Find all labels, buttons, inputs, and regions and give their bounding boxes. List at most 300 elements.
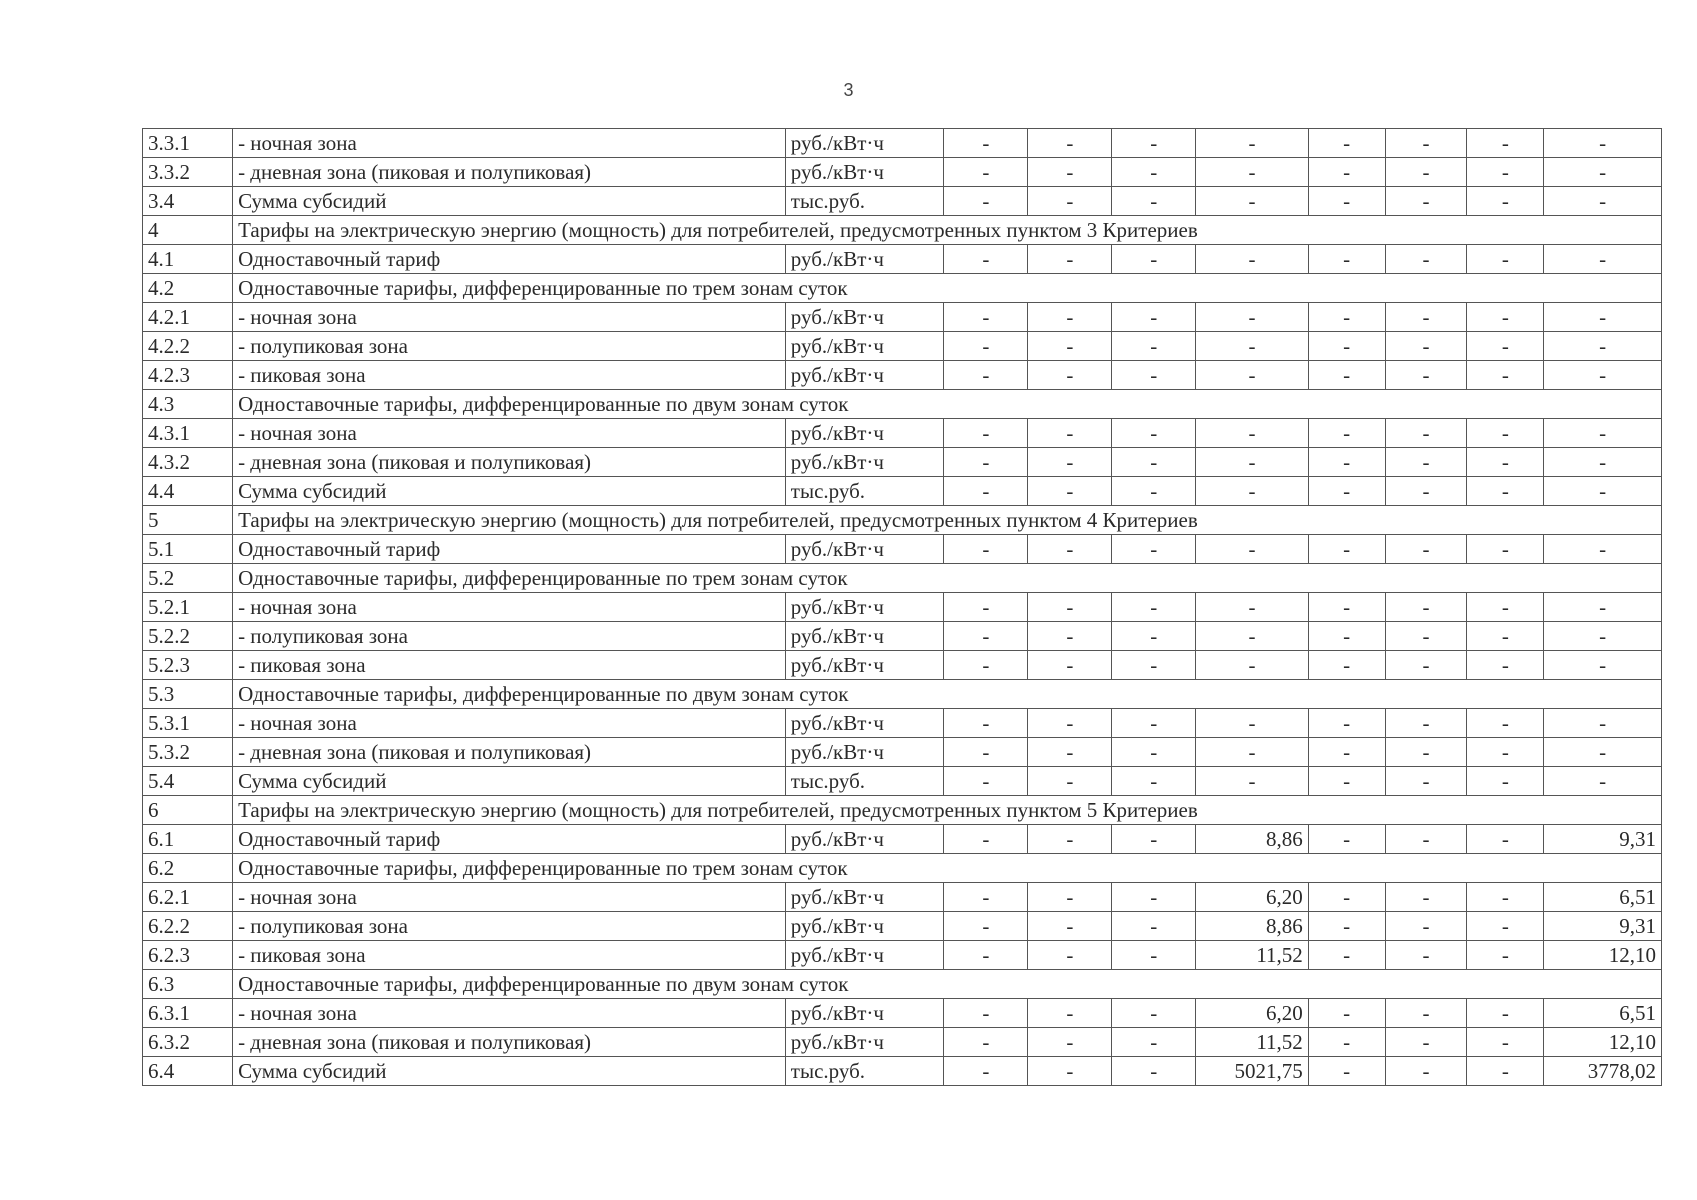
section-title: Одноставочные тарифы, дифференцированные по трем зонам суток bbox=[233, 274, 1662, 303]
value-cell: - bbox=[1028, 883, 1112, 912]
row-name: - пиковая зона bbox=[233, 651, 786, 680]
table-row bbox=[143, 419, 1662, 448]
value-cell: - bbox=[1112, 941, 1196, 970]
value-cell: - bbox=[1112, 158, 1196, 187]
value-cell: - bbox=[1385, 361, 1467, 390]
value-cell: - bbox=[1385, 651, 1467, 680]
value-cell: - bbox=[1467, 651, 1544, 680]
value-cell: - bbox=[1544, 158, 1662, 187]
table-row bbox=[143, 158, 1662, 187]
value-cell: - bbox=[1467, 738, 1544, 767]
row-unit: руб./кВт·ч bbox=[785, 912, 944, 941]
value-cell: - bbox=[1308, 1057, 1385, 1086]
row-name: Одноставочный тариф bbox=[233, 245, 786, 274]
value-cell: - bbox=[944, 245, 1028, 274]
section-row bbox=[143, 680, 1662, 709]
value-cell: - bbox=[1112, 332, 1196, 361]
value-cell: - bbox=[1385, 825, 1467, 854]
table-row bbox=[143, 999, 1662, 1028]
row-name: - пиковая зона bbox=[233, 941, 786, 970]
row-number: 3.4 bbox=[143, 187, 233, 216]
section-row bbox=[143, 564, 1662, 593]
value-cell: - bbox=[1028, 361, 1112, 390]
value-cell: - bbox=[1385, 941, 1467, 970]
value-cell: - bbox=[1028, 941, 1112, 970]
row-unit: руб./кВт·ч bbox=[785, 651, 944, 680]
table-row bbox=[143, 303, 1662, 332]
row-number: 5 bbox=[143, 506, 233, 535]
table-row bbox=[143, 651, 1662, 680]
value-cell: - bbox=[1308, 332, 1385, 361]
value-cell: - bbox=[944, 361, 1028, 390]
value-cell: - bbox=[1544, 738, 1662, 767]
value-cell: - bbox=[1112, 535, 1196, 564]
table-row bbox=[143, 332, 1662, 361]
row-name: - пиковая зона bbox=[233, 361, 786, 390]
row-unit: руб./кВт·ч bbox=[785, 1028, 944, 1057]
value-cell: - bbox=[1467, 709, 1544, 738]
value-cell: - bbox=[1028, 535, 1112, 564]
table-row bbox=[143, 448, 1662, 477]
value-cell: - bbox=[1385, 245, 1467, 274]
value-cell: - bbox=[1385, 419, 1467, 448]
value-cell: - bbox=[1308, 419, 1385, 448]
row-unit: руб./кВт·ч bbox=[785, 303, 944, 332]
value-cell: - bbox=[1385, 883, 1467, 912]
value-cell: - bbox=[1308, 593, 1385, 622]
value-cell: - bbox=[1308, 187, 1385, 216]
value-cell: - bbox=[1467, 767, 1544, 796]
value-cell: - bbox=[1028, 303, 1112, 332]
value-cell: - bbox=[944, 593, 1028, 622]
value-cell: - bbox=[1028, 1028, 1112, 1057]
value-cell: - bbox=[944, 129, 1028, 158]
value-cell: - bbox=[1467, 1057, 1544, 1086]
value-cell: - bbox=[1112, 1028, 1196, 1057]
row-unit: руб./кВт·ч bbox=[785, 999, 944, 1028]
value-cell: - bbox=[1385, 999, 1467, 1028]
row-number: 5.3.2 bbox=[143, 738, 233, 767]
row-unit: тыс.руб. bbox=[785, 477, 944, 506]
value-cell: - bbox=[944, 158, 1028, 187]
value-cell: - bbox=[944, 419, 1028, 448]
row-unit: руб./кВт·ч bbox=[785, 941, 944, 970]
value-cell: - bbox=[1467, 825, 1544, 854]
row-number: 4 bbox=[143, 216, 233, 245]
value-cell: - bbox=[1467, 883, 1544, 912]
value-cell: - bbox=[1467, 999, 1544, 1028]
value-cell: - bbox=[1028, 651, 1112, 680]
value-cell: - bbox=[1308, 448, 1385, 477]
value-cell: - bbox=[944, 1028, 1028, 1057]
row-number: 6.2 bbox=[143, 854, 233, 883]
value-cell: - bbox=[1467, 912, 1544, 941]
row-name: - дневная зона (пиковая и полупиковая) bbox=[233, 738, 786, 767]
value-cell: 6,20 bbox=[1196, 883, 1309, 912]
value-cell: - bbox=[1308, 535, 1385, 564]
value-cell: - bbox=[1308, 158, 1385, 187]
row-number: 6.3.2 bbox=[143, 1028, 233, 1057]
value-cell: - bbox=[1544, 477, 1662, 506]
value-cell: - bbox=[1385, 593, 1467, 622]
value-cell: 11,52 bbox=[1196, 1028, 1309, 1057]
row-name: Сумма субсидий bbox=[233, 477, 786, 506]
value-cell: - bbox=[1467, 245, 1544, 274]
value-cell: - bbox=[1028, 1057, 1112, 1086]
tariff-table-body bbox=[143, 129, 1662, 1086]
row-number: 6.1 bbox=[143, 825, 233, 854]
value-cell: - bbox=[944, 651, 1028, 680]
row-name: - ночная зона bbox=[233, 709, 786, 738]
value-cell: - bbox=[1196, 361, 1309, 390]
value-cell: - bbox=[1308, 651, 1385, 680]
value-cell: - bbox=[1112, 883, 1196, 912]
value-cell: - bbox=[1028, 738, 1112, 767]
value-cell: - bbox=[1308, 361, 1385, 390]
value-cell: - bbox=[1385, 738, 1467, 767]
row-number: 4.3.1 bbox=[143, 419, 233, 448]
value-cell: - bbox=[944, 448, 1028, 477]
value-cell: - bbox=[1196, 448, 1309, 477]
value-cell: - bbox=[1385, 622, 1467, 651]
row-unit: руб./кВт·ч bbox=[785, 883, 944, 912]
table-row bbox=[143, 477, 1662, 506]
value-cell: - bbox=[1467, 1028, 1544, 1057]
row-name: - полупиковая зона bbox=[233, 332, 786, 361]
value-cell: 6,51 bbox=[1544, 999, 1662, 1028]
value-cell: - bbox=[1308, 825, 1385, 854]
table-row bbox=[143, 361, 1662, 390]
value-cell: - bbox=[1028, 245, 1112, 274]
table-row bbox=[143, 187, 1662, 216]
value-cell: - bbox=[1112, 419, 1196, 448]
row-number: 4.4 bbox=[143, 477, 233, 506]
value-cell: - bbox=[1308, 245, 1385, 274]
value-cell: - bbox=[1028, 477, 1112, 506]
value-cell: - bbox=[1467, 419, 1544, 448]
table-row bbox=[143, 738, 1662, 767]
row-name: - дневная зона (пиковая и полупиковая) bbox=[233, 1028, 786, 1057]
row-number: 5.2.2 bbox=[143, 622, 233, 651]
section-row bbox=[143, 854, 1662, 883]
value-cell: - bbox=[1112, 593, 1196, 622]
row-number: 5.3 bbox=[143, 680, 233, 709]
table-row bbox=[143, 593, 1662, 622]
value-cell: - bbox=[1544, 593, 1662, 622]
row-name: Сумма субсидий bbox=[233, 187, 786, 216]
section-row bbox=[143, 274, 1662, 303]
value-cell: 3778,02 bbox=[1544, 1057, 1662, 1086]
value-cell: - bbox=[1385, 477, 1467, 506]
value-cell: - bbox=[1385, 158, 1467, 187]
row-number: 6.3.1 bbox=[143, 999, 233, 1028]
row-unit: руб./кВт·ч bbox=[785, 593, 944, 622]
value-cell: - bbox=[1385, 709, 1467, 738]
row-name: Одноставочный тариф bbox=[233, 535, 786, 564]
value-cell: - bbox=[1196, 129, 1309, 158]
value-cell: - bbox=[1196, 419, 1309, 448]
table-row bbox=[143, 825, 1662, 854]
section-title: Тарифы на электрическую энергию (мощность) для потребителей, предусмотренных пунктом 4 Критериев bbox=[233, 506, 1662, 535]
value-cell: - bbox=[1467, 303, 1544, 332]
row-number: 6.2.2 bbox=[143, 912, 233, 941]
row-unit: руб./кВт·ч bbox=[785, 158, 944, 187]
table-row bbox=[143, 245, 1662, 274]
value-cell: - bbox=[1112, 361, 1196, 390]
value-cell: - bbox=[944, 738, 1028, 767]
value-cell: - bbox=[944, 999, 1028, 1028]
value-cell: - bbox=[1467, 158, 1544, 187]
value-cell: - bbox=[1196, 593, 1309, 622]
section-title: Одноставочные тарифы, дифференцированные по двум зонам суток bbox=[233, 680, 1662, 709]
row-number: 6.4 bbox=[143, 1057, 233, 1086]
row-name: Одноставочный тариф bbox=[233, 825, 786, 854]
value-cell: - bbox=[1308, 477, 1385, 506]
value-cell: - bbox=[1112, 303, 1196, 332]
row-unit: руб./кВт·ч bbox=[785, 448, 944, 477]
row-number: 5.1 bbox=[143, 535, 233, 564]
row-number: 4.2.2 bbox=[143, 332, 233, 361]
value-cell: - bbox=[1028, 912, 1112, 941]
value-cell: - bbox=[944, 709, 1028, 738]
value-cell: - bbox=[1308, 303, 1385, 332]
row-number: 5.2.3 bbox=[143, 651, 233, 680]
value-cell: - bbox=[1196, 535, 1309, 564]
value-cell: - bbox=[1385, 303, 1467, 332]
value-cell: - bbox=[1385, 1057, 1467, 1086]
value-cell: - bbox=[1308, 622, 1385, 651]
row-number: 3.3.1 bbox=[143, 129, 233, 158]
value-cell: - bbox=[1196, 477, 1309, 506]
value-cell: - bbox=[1385, 767, 1467, 796]
value-cell: 6,20 bbox=[1196, 999, 1309, 1028]
row-number: 5.4 bbox=[143, 767, 233, 796]
value-cell: 12,10 bbox=[1544, 941, 1662, 970]
section-row bbox=[143, 970, 1662, 999]
value-cell: - bbox=[1196, 303, 1309, 332]
row-number: 5.3.1 bbox=[143, 709, 233, 738]
value-cell: - bbox=[1308, 767, 1385, 796]
value-cell: - bbox=[1028, 593, 1112, 622]
value-cell: - bbox=[944, 883, 1028, 912]
row-unit: руб./кВт·ч bbox=[785, 709, 944, 738]
section-row bbox=[143, 390, 1662, 419]
value-cell: - bbox=[1112, 187, 1196, 216]
row-unit: руб./кВт·ч bbox=[785, 129, 944, 158]
row-name: - полупиковая зона bbox=[233, 622, 786, 651]
value-cell: 9,31 bbox=[1544, 912, 1662, 941]
row-name: Сумма субсидий bbox=[233, 1057, 786, 1086]
table-row bbox=[143, 767, 1662, 796]
value-cell: - bbox=[1028, 622, 1112, 651]
table-row bbox=[143, 709, 1662, 738]
value-cell: - bbox=[1112, 245, 1196, 274]
row-number: 6.2.3 bbox=[143, 941, 233, 970]
value-cell: - bbox=[944, 477, 1028, 506]
section-title: Одноставочные тарифы, дифференцированные по трем зонам суток bbox=[233, 564, 1662, 593]
value-cell: - bbox=[1196, 622, 1309, 651]
section-title: Одноставочные тарифы, дифференцированные по двум зонам суток bbox=[233, 390, 1662, 419]
value-cell: - bbox=[1196, 651, 1309, 680]
value-cell: - bbox=[1028, 709, 1112, 738]
value-cell: 11,52 bbox=[1196, 941, 1309, 970]
value-cell: - bbox=[1467, 129, 1544, 158]
value-cell: - bbox=[944, 332, 1028, 361]
value-cell: 12,10 bbox=[1544, 1028, 1662, 1057]
value-cell: - bbox=[1196, 332, 1309, 361]
value-cell: - bbox=[944, 767, 1028, 796]
value-cell: - bbox=[1385, 912, 1467, 941]
value-cell: 5021,75 bbox=[1196, 1057, 1309, 1086]
value-cell: - bbox=[1028, 332, 1112, 361]
section-title: Тарифы на электрическую энергию (мощность) для потребителей, предусмотренных пунктом 3 Критериев bbox=[233, 216, 1662, 245]
section-row bbox=[143, 216, 1662, 245]
value-cell: - bbox=[1544, 767, 1662, 796]
value-cell: - bbox=[1544, 709, 1662, 738]
row-name: - ночная зона bbox=[233, 419, 786, 448]
value-cell: - bbox=[1308, 912, 1385, 941]
row-name: - ночная зона bbox=[233, 593, 786, 622]
row-number: 5.2.1 bbox=[143, 593, 233, 622]
value-cell: - bbox=[1467, 332, 1544, 361]
value-cell: - bbox=[1467, 477, 1544, 506]
value-cell: - bbox=[1196, 158, 1309, 187]
row-name: - дневная зона (пиковая и полупиковая) bbox=[233, 448, 786, 477]
value-cell: - bbox=[1385, 129, 1467, 158]
row-unit: руб./кВт·ч bbox=[785, 622, 944, 651]
value-cell: - bbox=[1308, 883, 1385, 912]
value-cell: - bbox=[1112, 448, 1196, 477]
value-cell: - bbox=[1028, 419, 1112, 448]
row-unit: тыс.руб. bbox=[785, 187, 944, 216]
value-cell: - bbox=[1112, 738, 1196, 767]
value-cell: 8,86 bbox=[1196, 912, 1309, 941]
table-row bbox=[143, 941, 1662, 970]
value-cell: - bbox=[1467, 361, 1544, 390]
value-cell: - bbox=[1467, 448, 1544, 477]
row-unit: руб./кВт·ч bbox=[785, 419, 944, 448]
row-number: 4.3.2 bbox=[143, 448, 233, 477]
value-cell: - bbox=[1196, 738, 1309, 767]
value-cell: - bbox=[944, 535, 1028, 564]
section-row bbox=[143, 796, 1662, 825]
value-cell: - bbox=[1196, 709, 1309, 738]
value-cell: - bbox=[1196, 767, 1309, 796]
value-cell: 9,31 bbox=[1544, 825, 1662, 854]
row-unit: руб./кВт·ч bbox=[785, 738, 944, 767]
tariff-table bbox=[142, 128, 1662, 1086]
row-name: Сумма субсидий bbox=[233, 767, 786, 796]
value-cell: - bbox=[1544, 448, 1662, 477]
value-cell: - bbox=[1112, 129, 1196, 158]
row-name: - ночная зона bbox=[233, 303, 786, 332]
value-cell: - bbox=[1196, 245, 1309, 274]
value-cell: - bbox=[1544, 419, 1662, 448]
value-cell: - bbox=[1544, 361, 1662, 390]
row-unit: руб./кВт·ч bbox=[785, 825, 944, 854]
value-cell: - bbox=[1467, 593, 1544, 622]
value-cell: - bbox=[1112, 825, 1196, 854]
table-row bbox=[143, 912, 1662, 941]
value-cell: - bbox=[1028, 999, 1112, 1028]
value-cell: - bbox=[1544, 129, 1662, 158]
value-cell: - bbox=[1385, 187, 1467, 216]
section-title: Тарифы на электрическую энергию (мощность) для потребителей, предусмотренных пунктом 5 Критериев bbox=[233, 796, 1662, 825]
value-cell: - bbox=[1308, 738, 1385, 767]
value-cell: - bbox=[944, 912, 1028, 941]
table-row bbox=[143, 129, 1662, 158]
value-cell: - bbox=[1112, 1057, 1196, 1086]
row-number: 4.1 bbox=[143, 245, 233, 274]
value-cell: - bbox=[1544, 535, 1662, 564]
section-row bbox=[143, 506, 1662, 535]
row-name: - полупиковая зона bbox=[233, 912, 786, 941]
value-cell: - bbox=[944, 1057, 1028, 1086]
value-cell: - bbox=[944, 303, 1028, 332]
value-cell: - bbox=[1028, 448, 1112, 477]
table-row bbox=[143, 622, 1662, 651]
value-cell: - bbox=[1308, 1028, 1385, 1057]
value-cell: - bbox=[1308, 709, 1385, 738]
value-cell: - bbox=[1112, 709, 1196, 738]
value-cell: - bbox=[1385, 535, 1467, 564]
row-name: - ночная зона bbox=[233, 883, 786, 912]
row-name: - ночная зона bbox=[233, 999, 786, 1028]
row-unit: руб./кВт·ч bbox=[785, 361, 944, 390]
section-title: Одноставочные тарифы, дифференцированные по двум зонам суток bbox=[233, 970, 1662, 999]
table-row bbox=[143, 883, 1662, 912]
page-number: 3 bbox=[843, 80, 854, 100]
value-cell: - bbox=[1467, 941, 1544, 970]
value-cell: - bbox=[1544, 187, 1662, 216]
value-cell: - bbox=[1385, 1028, 1467, 1057]
value-cell: - bbox=[1028, 767, 1112, 796]
value-cell: - bbox=[1028, 158, 1112, 187]
value-cell: - bbox=[944, 825, 1028, 854]
table-row bbox=[143, 1028, 1662, 1057]
value-cell: - bbox=[1028, 129, 1112, 158]
row-unit: тыс.руб. bbox=[785, 1057, 944, 1086]
row-number: 6 bbox=[143, 796, 233, 825]
value-cell: - bbox=[1385, 448, 1467, 477]
row-number: 4.2 bbox=[143, 274, 233, 303]
row-name: - дневная зона (пиковая и полупиковая) bbox=[233, 158, 786, 187]
row-number: 4.3 bbox=[143, 390, 233, 419]
value-cell: - bbox=[1112, 912, 1196, 941]
section-title: Одноставочные тарифы, дифференцированные по трем зонам суток bbox=[233, 854, 1662, 883]
value-cell: - bbox=[1544, 622, 1662, 651]
row-number: 5.2 bbox=[143, 564, 233, 593]
value-cell: - bbox=[944, 622, 1028, 651]
row-name: - ночная зона bbox=[233, 129, 786, 158]
value-cell: - bbox=[1308, 999, 1385, 1028]
value-cell: - bbox=[1028, 825, 1112, 854]
value-cell: - bbox=[1028, 187, 1112, 216]
value-cell: - bbox=[1467, 187, 1544, 216]
value-cell: 8,86 bbox=[1196, 825, 1309, 854]
value-cell: - bbox=[1112, 767, 1196, 796]
row-number: 4.2.1 bbox=[143, 303, 233, 332]
value-cell: - bbox=[1112, 622, 1196, 651]
value-cell: - bbox=[1112, 477, 1196, 506]
value-cell: - bbox=[1308, 941, 1385, 970]
value-cell: - bbox=[1467, 622, 1544, 651]
value-cell: - bbox=[1544, 651, 1662, 680]
row-unit: руб./кВт·ч bbox=[785, 245, 944, 274]
row-unit: руб./кВт·ч bbox=[785, 332, 944, 361]
row-number: 4.2.3 bbox=[143, 361, 233, 390]
value-cell: - bbox=[1544, 332, 1662, 361]
